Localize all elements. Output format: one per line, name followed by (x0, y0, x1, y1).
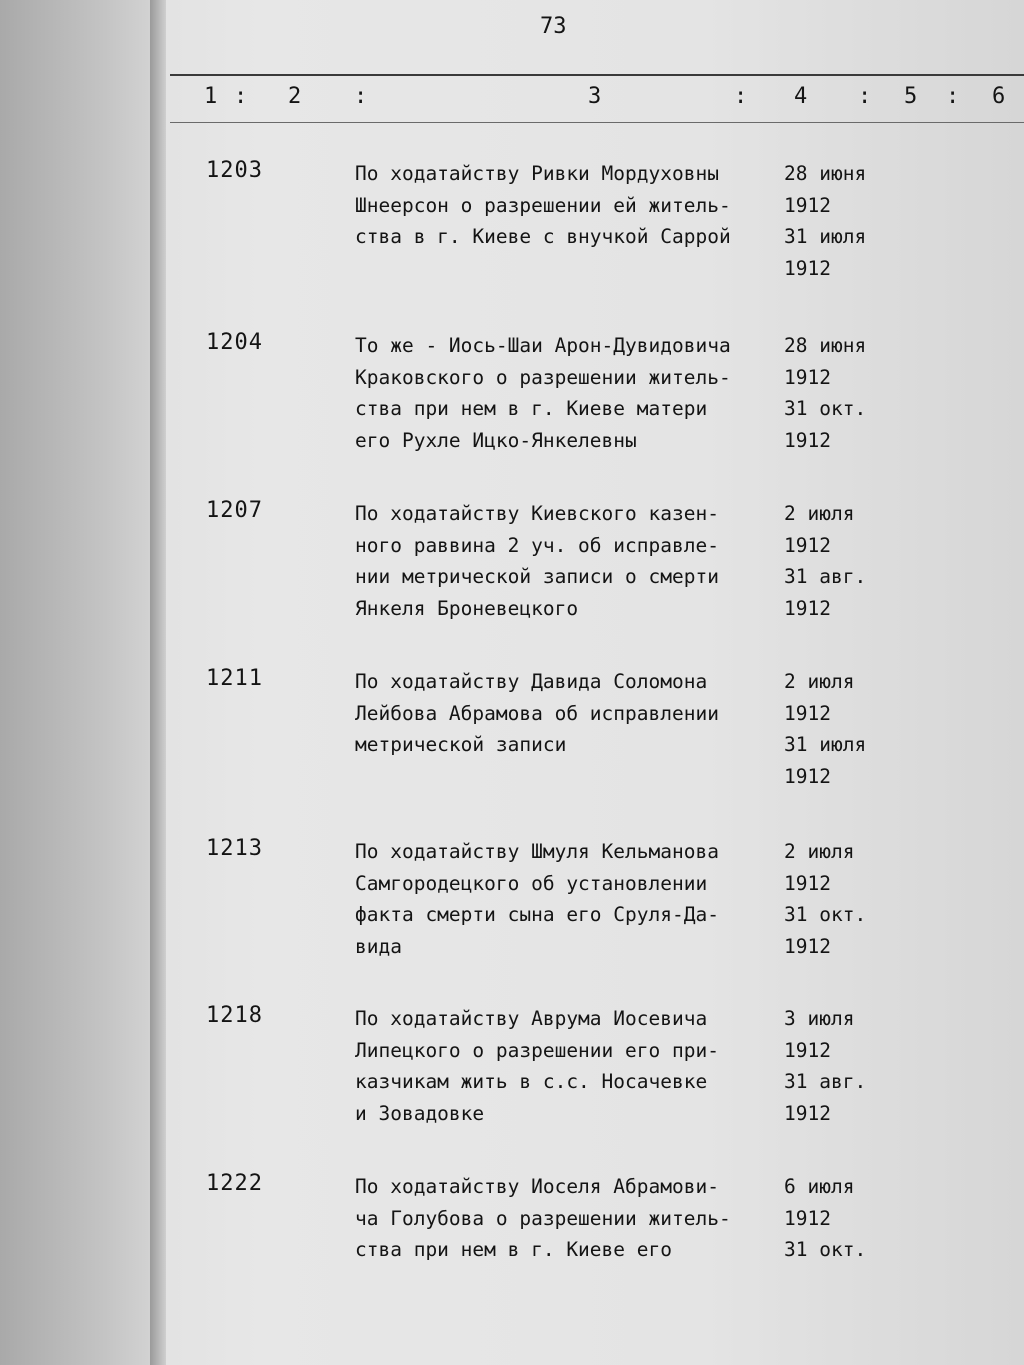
entry-description: По ходатайству Шмуля Кельманова Самгородецкого об установлении факта смерти сына его Сруля-Да- вида (355, 840, 719, 958)
entry-dates: 2 июля 1912 31 июля 1912 (784, 670, 867, 788)
column-header-2: 2 (288, 84, 302, 109)
entry-number: 1204 (206, 330, 263, 355)
column-separator: : (354, 84, 368, 109)
entry-description: По ходатайству Иоселя Абрамови- ча Голубова о разрешении житель- ства при нем в г. Киеве его (355, 1175, 731, 1261)
entry-number: 1222 (206, 1171, 263, 1196)
entry-description: По ходатайству Аврума Иосевича Липецкого о разрешении его при- казчикам жить в с.с. Носачевке и Зовадовке (355, 1007, 719, 1125)
page-number: 73 (540, 14, 567, 39)
page-fold-shadow (150, 0, 166, 1365)
column-header-5: 5 (904, 84, 918, 109)
entry-description: По ходатайству Давида Соломона Лейбова Абрамова об исправлении метрической записи (355, 670, 719, 756)
previous-page-edge (0, 0, 150, 1365)
entry-number: 1203 (206, 158, 263, 183)
entry-number: 1213 (206, 836, 263, 861)
entry-description: То же - Иось-Шаи Арон-Дувидовича Краковского о разрешении житель- ства при нем в г. Киеве матери его Рухле Ицко-Янкелевны (355, 334, 731, 452)
header-top-rule (170, 74, 1024, 76)
entry-dates: 6 июля 1912 31 окт. (784, 1175, 867, 1261)
column-header-3: 3 (588, 84, 602, 109)
entry-dates: 2 июля 1912 31 авг. 1912 (784, 502, 867, 620)
entry-dates: 28 июня 1912 31 окт. 1912 (784, 334, 867, 452)
entry-dates: 3 июля 1912 31 авг. 1912 (784, 1007, 867, 1125)
entry-dates: 28 июня 1912 31 июля 1912 (784, 162, 867, 280)
column-separator: : (858, 84, 872, 109)
column-header-1: 1 (204, 84, 218, 109)
entry-number: 1211 (206, 666, 263, 691)
entry-description: По ходатайству Ривки Мордуховны Шнеерсон о разрешении ей житель- ства в г. Киеве с внучкой Саррой (355, 162, 731, 248)
column-header-4: 4 (794, 84, 808, 109)
entry-description: По ходатайству Киевского казен- ного раввина 2 уч. об исправле- нии метрической записи о смерти Янкеля Броневецкого (355, 502, 719, 620)
column-separator: : (946, 84, 960, 109)
column-header-6: 6 (992, 84, 1006, 109)
column-separator: : (734, 84, 748, 109)
entry-number: 1207 (206, 498, 263, 523)
entry-number: 1218 (206, 1003, 263, 1028)
header-bottom-rule (170, 122, 1024, 123)
entry-dates: 2 июля 1912 31 окт. 1912 (784, 840, 867, 958)
column-separator: : (234, 84, 248, 109)
